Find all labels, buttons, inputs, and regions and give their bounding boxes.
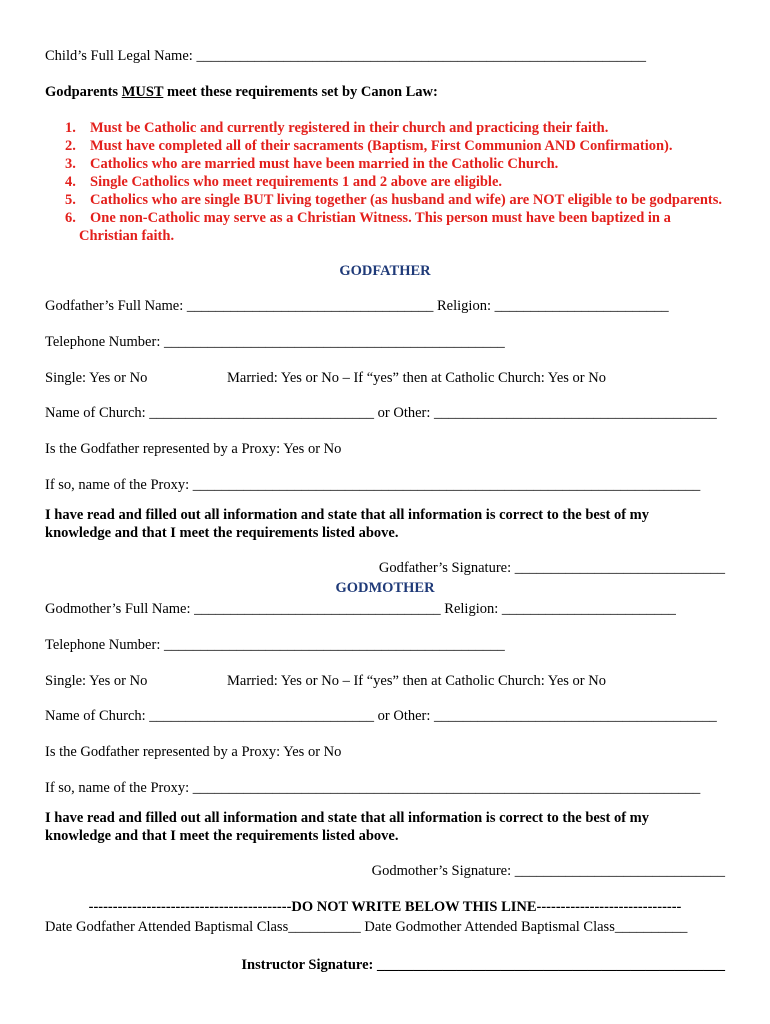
godmother-signature-field[interactable]: Godmother’s Signature: _____________________________ bbox=[371, 863, 725, 879]
child-name-field[interactable]: ______________________________________________________________ bbox=[196, 48, 646, 64]
requirement-item: 4. Single Catholics who meet requirements 1 and 2 above are eligible. bbox=[65, 174, 503, 190]
requirements-heading: Godparents MUST meet these requirements set by Canon Law: bbox=[45, 84, 438, 100]
requirement-item: 6. One non-Catholic may serve as a Christian Witness. This person must have been baptized in a Christian faith. bbox=[65, 210, 671, 244]
godmother-church-field[interactable]: Name of Church: _______________________________ or Other: _______________________________________ bbox=[45, 708, 717, 724]
godmother-married-field[interactable]: Married: Yes or No – If “yes” then at Catholic Church: Yes or No bbox=[227, 673, 606, 689]
baptismal-class-dates-field[interactable]: Date Godfather Attended Baptismal Class__________ Date Godmother Attended Baptismal Class__________ bbox=[45, 919, 688, 935]
godmother-full-name-field[interactable]: Godmother’s Full Name: __________________________________ Religion: ________________________ bbox=[45, 601, 676, 617]
godfather-telephone-field[interactable]: Telephone Number: _______________________________________________ bbox=[45, 334, 505, 350]
requirement-item: 1. Must be Catholic and currently registered in their church and practicing their faith. bbox=[65, 120, 609, 136]
instructor-signature-field[interactable]: Instructor Signature: ________________________________________________ bbox=[241, 957, 725, 973]
requirement-item: 3. Catholics who are married must have been married in the Catholic Church. bbox=[65, 156, 559, 172]
godmother-single-field[interactable]: Single: Yes or No bbox=[45, 673, 148, 689]
godfather-statement: knowledge and that I meet the requirements listed above. bbox=[45, 525, 399, 541]
godmother-proxy-field[interactable]: Is the Godfather represented by a Proxy: Yes or No bbox=[45, 744, 342, 760]
godfather-proxy-name-field[interactable]: If so, name of the Proxy: ______________________________________________________________________ bbox=[45, 477, 701, 493]
godmother-proxy-name-field[interactable]: If so, name of the Proxy: ______________________________________________________________________ bbox=[45, 780, 701, 796]
godmother-title: GODMOTHER bbox=[335, 580, 435, 596]
godfather-single-field[interactable]: Single: Yes or No bbox=[45, 370, 148, 386]
godfather-full-name-field[interactable]: Godfather’s Full Name: __________________________________ Religion: ________________________ bbox=[45, 298, 669, 314]
godfather-proxy-field[interactable]: Is the Godfather represented by a Proxy: Yes or No bbox=[45, 441, 342, 457]
child-name-line[interactable]: Child’s Full Legal Name: ______________________________________________________________ bbox=[45, 48, 646, 64]
godmother-statement: knowledge and that I meet the requirements listed above. bbox=[45, 828, 399, 844]
godfather-church-field[interactable]: Name of Church: _______________________________ or Other: _______________________________________ bbox=[45, 405, 717, 421]
requirement-item: 5. Catholics who are single BUT living together (as husband and wife) are NOT eligible to be godparents. bbox=[65, 192, 723, 208]
godfather-statement: I have read and filled out all information and state that all information is correct to the best of my bbox=[45, 507, 649, 523]
godmother-telephone-field[interactable]: Telephone Number: _______________________________________________ bbox=[45, 637, 505, 653]
godfather-title: GODFATHER bbox=[339, 263, 431, 279]
do-not-write-divider: ------------------------------------------DO NOT WRITE BELOW THIS LINE------------------------------ bbox=[88, 899, 682, 915]
requirement-item: 2. Must have completed all of their sacraments (Baptism, First Communion AND Confirmation). bbox=[65, 138, 673, 154]
godmother-statement: I have read and filled out all information and state that all information is correct to the best of my bbox=[45, 810, 649, 826]
godfather-signature-field[interactable]: Godfather’s Signature: _____________________________ bbox=[378, 560, 725, 576]
requirements-list bbox=[65, 119, 725, 245]
godfather-married-field[interactable]: Married: Yes or No – If “yes” then at Catholic Church: Yes or No bbox=[227, 370, 606, 386]
